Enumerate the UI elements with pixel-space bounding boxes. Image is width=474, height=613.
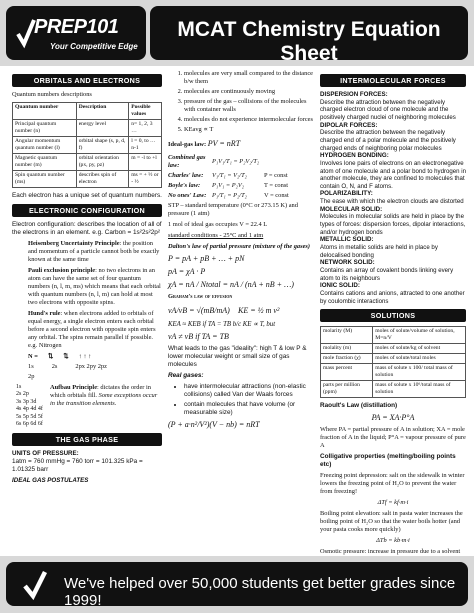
table-cell: orbital orientation (px, py, pz) [76,153,129,170]
law-row [168,154,314,170]
imf-item [320,259,466,282]
ideal-gas-law [168,137,314,152]
fp-eq: ΔTf = kf·m·i [377,499,409,507]
hund-diagram [12,353,162,361]
table-row [321,354,466,364]
orbital-label: 2px 2py 2pz [75,362,107,370]
imf-text: Contains an array of covalent bonds linking every atom to its neighbours [320,267,454,282]
imf-text: Describe the attraction between the negatively charged electron cloud of one molecule and the positively charged nuclei of neighboring molecules [320,98,456,121]
table-cell: mass of solute x 10⁶/total mass of solution [373,381,466,398]
arrow-icon: ⇅ [47,352,54,360]
real-gases-list [168,383,314,417]
unique-set-note: Each electron has a unique set of quantum numbers. [12,191,162,199]
imf-title: IONIC SOLID: [320,282,360,290]
imf-item [320,236,466,259]
table-cell: molarity (M) [321,327,373,344]
qn-description: Quantum numbers descriptions [12,91,92,98]
table-row [13,119,162,136]
imf-text: The ease with which the electron clouds are distorted [320,198,464,206]
column-1 [12,70,162,488]
table-cell: n= 1, 2, 3 … [129,119,162,136]
table-cell: Magnetic quantum number (m) [13,153,77,170]
table-header: Description [76,103,129,120]
arrow-icon: ⇅ [63,352,69,360]
raoult-title: Raoult's Law (distillation) [320,402,398,410]
section-orbitals: ORBITALS AND ELECTRONS [12,74,162,87]
table-row [321,381,466,398]
orbital-label: 2s [51,362,58,370]
graham-eq: vA/vB = √(mB/mA) [168,306,230,315]
imf-title: DIPOLAR FORCES: [320,121,378,129]
stp-def: STP – standard temperature (0°C or 273.15 K) and pressure (1 atm) [168,202,298,217]
hund-2p: 2p [28,372,35,380]
hund-title: Hund's rule [28,309,61,317]
table-cell: molality (m) [321,344,373,354]
pressure-units [12,450,162,474]
law-label: Boyle's law: [168,182,201,189]
imf-item [320,122,466,153]
table-cell: ms = + ½ or - ½ [129,170,162,187]
section-config: ELECTRONIC CONFIGURATION [12,204,162,217]
hund-text: : when electrons added to orbitals of equal energy, a single electron enters each orbital before a second electron with opposite spin enters any orbital. The spins remain parallel if possible. e.g. Nitrogen [28,309,156,349]
postulates-list [168,70,314,134]
imf-item [320,206,466,237]
section-gas: THE GAS PHASE [12,433,162,446]
pauli-title: Pauli exclusion principle [28,266,96,274]
imf-text: Describe the attraction between the negatively charged end of a polar molecule and the positively charged ends of neighboring polar molecules [320,129,456,152]
law-label: Charles' law: [168,172,204,179]
footer-text: We've helped over 50,000 students get better grades since 1999! [64,575,456,609]
bp-text: Boiling point elevation: salt in pasta water increases the boiling point of H₂O so that the water boils hotter (and your pasta cooks more quickly) [320,510,463,534]
law-label: No ones' Law: [168,192,207,199]
table-cell: Angular momentum quantum number (l) [13,136,77,153]
law-expr: P₁/T₁ = P₂/T₂ [212,192,247,199]
real-gases-title: Real gases: [168,372,204,380]
list-item: 1. molecules are very small compared to the distance b/w them [184,70,314,86]
column-2 [168,70,314,433]
orbital-label: 1s [28,362,34,370]
law-expr: P₁V₁/T₁ = P₂V₂/T₂ [212,158,260,165]
table-cell: mole fraction (χ) [321,354,373,364]
ideal-law-label: Ideal-gas law: [168,140,207,148]
imf-text: Involves lone pairs of electrons on an electronegative atom of one molecule and a polar bond to hydrogen in another molecule, they are confined to molecules that contain O, N, and F atoms. [320,159,467,190]
imf-text: Molecules in molecular solids are held in place by the types of forces: dispersion forces, dipolar interactions, and/or hydrogen bonds [320,213,466,236]
hund-rule [12,310,162,350]
law-cond: V = const [264,192,289,199]
hund-label: N = [28,352,38,360]
aufbau-text [50,384,162,429]
aufbau-title: Aufbau Principle [50,383,98,391]
header-band [0,0,474,66]
section-imf: INTERMOLECULAR FORCES [320,74,466,87]
checkmark-icon [22,568,48,602]
table-row [13,153,162,170]
table-row [321,344,466,354]
section-solutions: SOLUTIONS [320,309,466,322]
colligative-title: Colligative properties (melting/boiling points etc) [320,453,456,469]
aufbau-diagram [12,384,50,429]
aufbau-block [12,384,162,429]
logo-text: PREP101 [34,16,119,38]
list-item: 4. molecules do not experience intermolecular forces [184,116,314,124]
law-expr: V₁/T₁ = V₂/T₂ [212,172,247,179]
dalton-eq: pA = χA · P [168,267,206,276]
table-cell: Spin quantum number (ms) [13,170,77,187]
fp-text: Freezing point depression: salt on the sidewalk in winter lowers the freezing point of H₂O to prevent the water from freezing! [320,472,465,496]
vdw-eq: (P + a·n²/V²)(V − nb) = nRT [168,420,260,430]
arrow-icon: ↑ ↑ ↑ [78,352,92,360]
page-title: MCAT Chemistry Equation Sheet [177,18,441,65]
table-cell: energy level [76,119,129,136]
aufbau-row: 3s 3p 3d [16,398,37,405]
aufbau-note: Some exceptions occur in the transition elements. [50,391,158,407]
dalton-law: Dalton's law of partial pressure (mixture of the gases) [168,243,311,250]
table-row [321,327,466,344]
pauli-principle [12,267,162,307]
table-cell: moles of solute/kg of solvent [373,344,466,354]
table-cell: moles of solute/total moles [373,354,466,364]
heisenberg-title: Heisenberg Uncertainty Principle [28,239,120,247]
pressure-text: 1atm = 760 mmHg = 760 torr = 101.325 kPa = 1.01325 barr [12,457,143,473]
dalton-eq: P = pA + pB + … + pN [168,254,245,263]
pauli-text: : no two electrons in an atom can have the same set of four quantum numbers (n, l, m, ms) which means that each orbital with quantum numbers (n, l, m) can hold at most two electrons with opposite spins. [28,266,161,306]
bp-eq: ΔTb = kb·m·i [376,537,410,545]
aufbau-desc: : dictates the order in which orbitals fill. [50,383,151,399]
raoult-desc: Where PA = partial pressure of A in solution; XA = mole fraction of A in the liquid; P°A = vapour pressure of pure A [320,426,466,450]
osm-text: Osmotic pressure: increase in pressure due to a solvent [320,548,461,556]
graham-row [168,304,314,319]
imf-list [320,91,466,305]
graham-title: Graham's law of effusion [168,293,233,300]
column-3 [320,70,466,578]
aufbau-row: 4s 4p 4d 4f [16,406,43,413]
v-compare: vA ≠ vB if TA = TB [168,332,229,342]
table-cell: mass percent [321,364,373,381]
law-label: Combined gas law: [168,154,206,169]
law-expr: P₁V₁ = P₂V₂ [212,182,245,189]
mol-volume: 1 mol of ideal gas occupies V = 22.4 L [168,221,268,228]
logo-tagline: Your Competitive Edge [50,42,138,51]
list-item: • contain molecules that have volume (or measurable size) [184,401,314,417]
table-cell: moles of solute/volume of solution, M=n/V [373,327,466,344]
checkmark-icon [16,16,36,52]
list-item: 2. molecules are continuously moving [184,88,314,96]
ideal-behavior: What leads to the gas "ideality": high T & low P & lower molecular weight or small size of gas molecules [168,345,307,369]
std-conditions: standard conditions - 25°C and 1 atm [168,232,264,239]
list-item: 3. pressure of the gas – collisions of the molecules with container walls [184,98,314,114]
aufbau-row: 2s 2p [16,391,29,398]
law-row [168,182,314,190]
footer-banner [6,562,468,609]
pressure-title: UNITS OF PRESSURE: [12,449,79,457]
ideal-law-eq: PV = nRT [207,139,241,148]
hund-orbital-labels [12,363,162,371]
table-cell: mass of solute x 100/ total mass of solution [373,364,466,381]
table-cell: orbital shape (s, p, d, f) [76,136,129,153]
imf-title: METALLIC SOLID: [320,236,374,244]
imf-item [320,152,466,190]
config-description: Electron configuration: describes the location of all of the electrons in an element. e.g. Carbon = 1s²2s²2p² [12,220,162,236]
table-row [13,136,162,153]
imf-title: MOLECULAR SOLID: [320,205,383,213]
prep101-logo [6,6,146,60]
law-row [168,172,314,180]
list-item: 5. KEavg ∝ T [184,126,314,134]
table-row [13,170,162,187]
imf-title: DISPERSION FORCES: [320,91,388,98]
table-header: Possible values [129,103,162,120]
footer-band [0,556,474,613]
imf-text: Atoms in metallic solids are held in place by delocalised bonding [320,244,438,259]
law-row [168,192,314,200]
table-cell: l = 0, to … n-1 [129,136,162,153]
aufbau-row: 1s [16,383,22,390]
raoult-eq: PA = XA·P°A [371,413,415,423]
title-box [150,6,468,65]
law-cond: P = const [264,172,288,179]
aufbau-row: 5s 5p 5d 5f [16,413,43,420]
table-cell: Principal quantum number (n) [13,119,77,136]
dalton-eq: χA = nA / Ntotal = nA / (nA + nB + …) [168,280,294,289]
ke-compare: KEA ≈ KEB if TA = TB b/c KE ∝ T, but [168,321,276,328]
quantum-numbers-table [12,102,162,188]
imf-title: HYDROGEN BONDING: [320,152,389,160]
imf-text: Contains cations and anions, attracted to one another by coulombic interactions [320,289,465,305]
imf-item [320,282,466,305]
heisenberg-principle [12,240,162,264]
ke-eq: KE = ½ m v² [238,306,280,315]
imf-item [320,190,466,205]
ideal-postulates-title: IDEAL GAS POSTULATES [12,476,89,484]
law-cond: T = const [264,182,289,189]
imf-title: NETWORK SOLID: [320,259,375,267]
table-cell: parts per million (ppm) [321,381,373,398]
table-cell: describes spin of electron [76,170,129,187]
heisenberg-text: : the position and momentum of a particle cannot both be exactly known at the same time [28,239,160,263]
table-cell: m = -l to +l [129,153,162,170]
imf-item [320,91,466,122]
table-row [321,364,466,381]
aufbau-row: 6s 6p 6d 6f [16,421,43,428]
table-header: Quantum number [13,103,77,120]
solutions-table [320,326,466,398]
imf-title: POLARIZABILITY: [320,190,373,198]
list-item: • have intermolecular attractions (non-elastic collisions) called Van der Waals forces [184,383,314,399]
